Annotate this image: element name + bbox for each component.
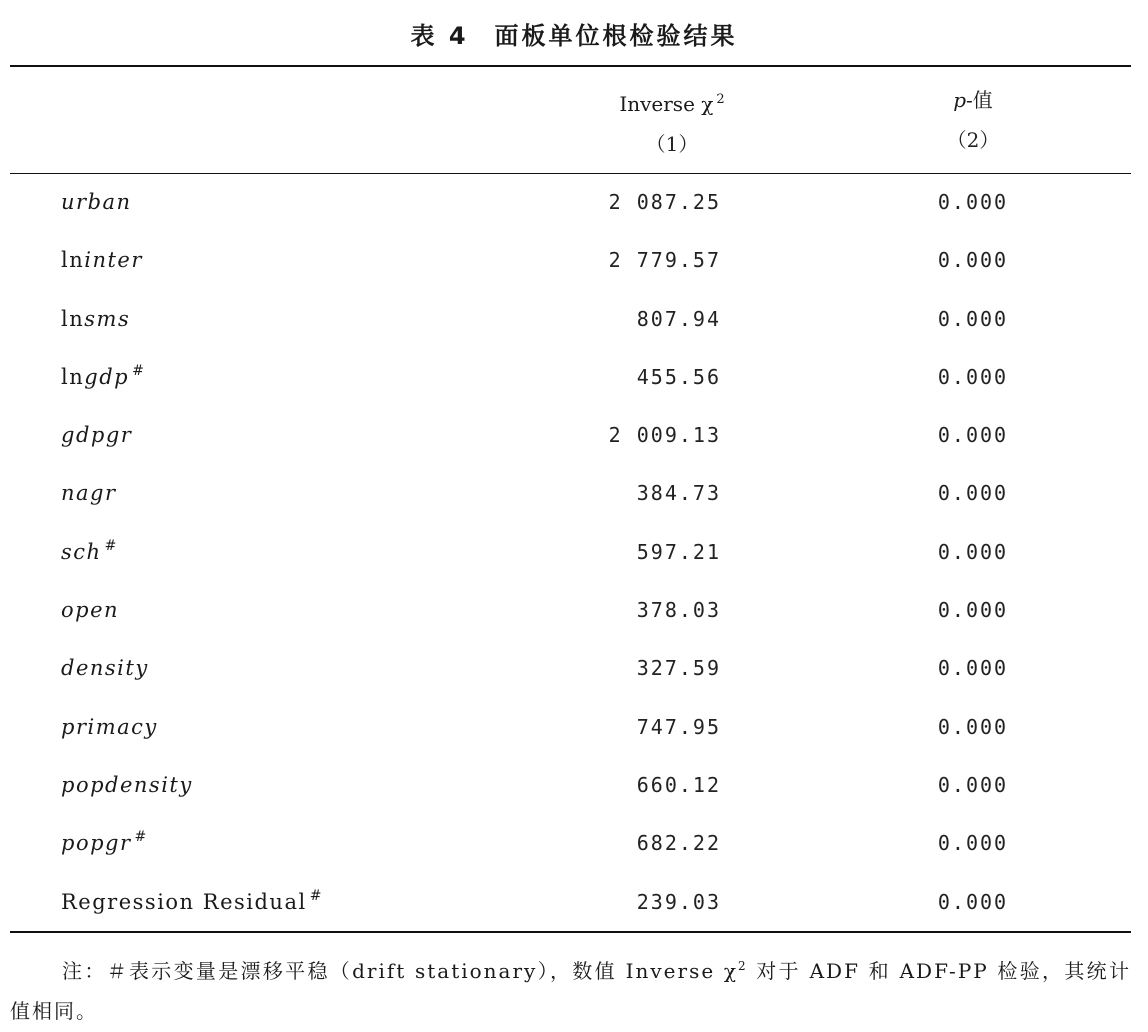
chi2-value: 384.73 bbox=[636, 481, 721, 506]
table-row bbox=[0, 232, 1148, 290]
table-row bbox=[0, 174, 1148, 232]
variable-name: sch # bbox=[61, 537, 118, 564]
bottom-rule bbox=[10, 931, 1131, 933]
table-row bbox=[0, 815, 1148, 873]
column-header-index: （2） bbox=[946, 128, 1000, 152]
table-note bbox=[10, 946, 1131, 1031]
chi2-value: 597.21 bbox=[636, 539, 721, 564]
variable-name: gdpgr bbox=[61, 423, 133, 448]
table-row bbox=[0, 582, 1148, 640]
variable-name: popgr # bbox=[61, 829, 148, 856]
variable-name: urban bbox=[61, 190, 132, 214]
table-row bbox=[0, 874, 1148, 932]
variable-name: open bbox=[61, 598, 120, 623]
chi2-value: 2 779.57 bbox=[608, 248, 721, 273]
chi2-value: 807.94 bbox=[636, 306, 721, 331]
p-value: 0.000 bbox=[937, 889, 1009, 914]
table-row bbox=[0, 291, 1148, 349]
table-title bbox=[0, 16, 1148, 51]
p-value: 0.000 bbox=[937, 772, 1009, 797]
chi2-value: 239.03 bbox=[636, 889, 721, 914]
p-value: 0.000 bbox=[937, 248, 1009, 273]
variable-name: lninter bbox=[61, 248, 143, 273]
p-value: 0.000 bbox=[937, 539, 1009, 564]
p-value: 0.000 bbox=[937, 190, 1009, 214]
table-row bbox=[0, 757, 1148, 815]
chi2-value: 682.22 bbox=[636, 831, 721, 856]
p-value: 0.000 bbox=[937, 364, 1009, 389]
table-body bbox=[0, 174, 1148, 932]
column-header-index: （1） bbox=[645, 132, 699, 156]
table-row bbox=[0, 407, 1148, 465]
column-header-label: -值 bbox=[966, 88, 993, 112]
chi2-value: 2 009.13 bbox=[608, 423, 721, 448]
note-superscript: 2 bbox=[737, 959, 748, 973]
column-header-superscript: 2 bbox=[716, 92, 725, 107]
table-row bbox=[0, 524, 1148, 582]
table-row bbox=[0, 699, 1148, 757]
p-value: 0.000 bbox=[937, 714, 1009, 739]
variable-name: nagr bbox=[61, 481, 117, 506]
variable-name: lnsms bbox=[61, 306, 131, 331]
note-text-continued: 对于 ADF 和 ADF-PP 检验，其统计值相同。 bbox=[10, 959, 1131, 1023]
column-header-italic: p bbox=[953, 88, 967, 112]
column-header-label: Inverse χ bbox=[619, 92, 714, 116]
column-header-p-value bbox=[873, 80, 1073, 160]
table-row bbox=[0, 465, 1148, 523]
p-value: 0.000 bbox=[937, 656, 1009, 681]
chi2-value: 455.56 bbox=[636, 364, 721, 389]
variable-name: popdensity bbox=[61, 772, 193, 797]
chi2-value: 660.12 bbox=[636, 772, 721, 797]
variable-name: density bbox=[61, 656, 149, 681]
variable-name: primacy bbox=[61, 714, 158, 739]
chi2-value: 747.95 bbox=[636, 714, 721, 739]
p-value: 0.000 bbox=[937, 306, 1009, 331]
column-header-inverse-chi2 bbox=[572, 80, 772, 164]
p-value: 0.000 bbox=[937, 481, 1009, 506]
chi2-value: 2 087.25 bbox=[608, 190, 721, 214]
variable-name: lngdp # bbox=[61, 362, 146, 389]
note-text: 注：＃表示变量是漂移平稳（drift stationary），数值 Inverse χ bbox=[62, 959, 738, 983]
table-number: 表 4 bbox=[410, 22, 469, 50]
table-row bbox=[0, 349, 1148, 407]
chi2-value: 327.59 bbox=[636, 656, 721, 681]
table-caption: 面板单位根检验结果 bbox=[494, 22, 738, 50]
chi2-value: 378.03 bbox=[636, 598, 721, 623]
p-value: 0.000 bbox=[937, 423, 1009, 448]
top-rule bbox=[10, 65, 1131, 67]
p-value: 0.000 bbox=[937, 598, 1009, 623]
p-value: 0.000 bbox=[937, 831, 1009, 856]
variable-name: Regression Residual # bbox=[61, 887, 323, 914]
table-row bbox=[0, 640, 1148, 698]
